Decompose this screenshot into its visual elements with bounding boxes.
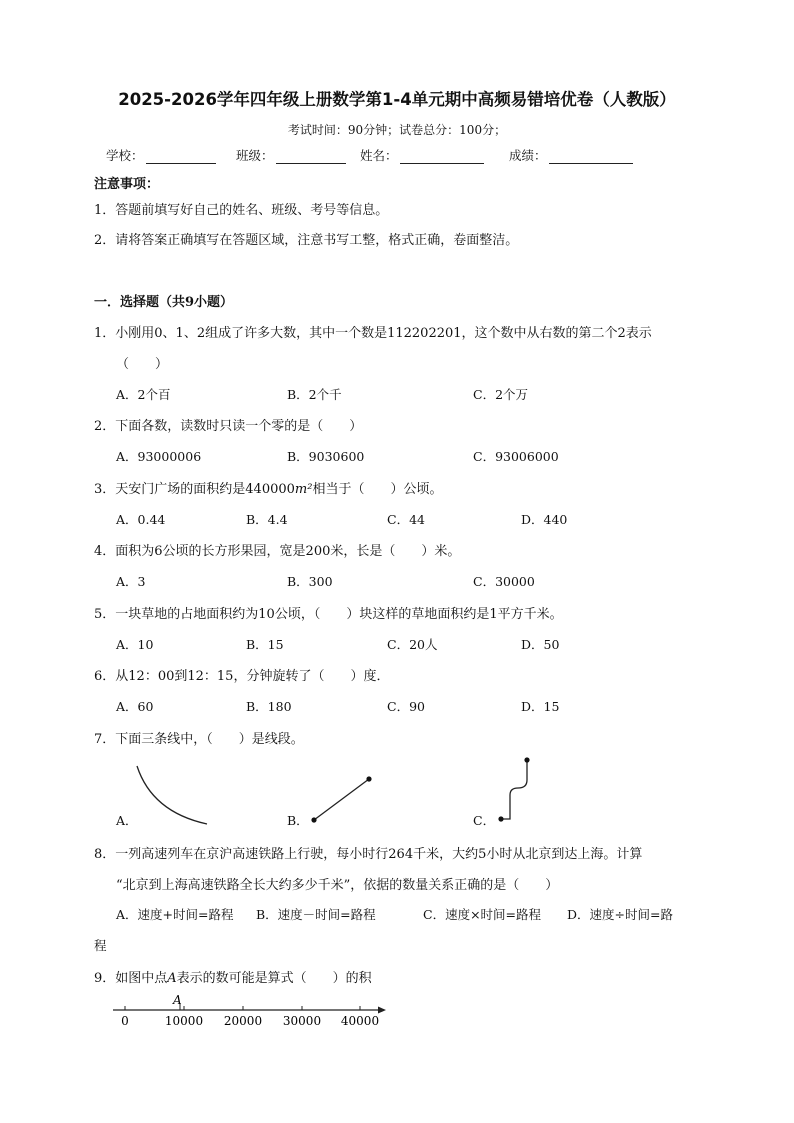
- question-1-blank: （ ）: [116, 357, 169, 372]
- q4-option-b[interactable]: B．300: [287, 574, 333, 589]
- q9-point-name: A: [167, 971, 177, 986]
- q3-option-a[interactable]: A．0.44: [116, 512, 166, 527]
- q6-option-d[interactable]: D．15: [521, 699, 560, 714]
- q5-option-d[interactable]: D．50: [521, 637, 560, 652]
- question-4-text: 4．面积为6公顷的长方形果园，宽是200米，长是（ ）米。: [94, 544, 461, 559]
- q3-text-part1: 3．天安门广场的面积约是440000: [94, 482, 295, 497]
- q3-text-part2: 相当于（ ）公顷。: [312, 482, 443, 497]
- question-1-text: 1．小刚用0、1、2组成了许多大数，其中一个数是112202201，这个数中从右数的第二个2表示: [94, 326, 652, 341]
- section-heading: 一．选择题（共9小题）: [94, 295, 234, 310]
- tick-label: 20000: [223, 1014, 263, 1028]
- q3-option-b[interactable]: B．4.4: [246, 512, 288, 527]
- q6-option-c[interactable]: C．90: [387, 699, 425, 714]
- q7-option-a[interactable]: A．: [116, 813, 138, 828]
- question-2-text: 2．下面各数，读数时只读一个零的是（ ）: [94, 419, 363, 434]
- point-a-label: A: [173, 993, 182, 1007]
- exam-info: 考试时间：90分钟；试卷总分：100分；: [287, 123, 507, 137]
- q2-option-a[interactable]: A．93000006: [116, 449, 202, 464]
- q5-option-a[interactable]: A．10: [116, 637, 154, 652]
- number-line-arrow: [378, 1007, 386, 1014]
- question-8-text: 8．一列高速列车在京沪高速铁路上行驶，每小时行264千米，大约5小时从北京到达上海。计算: [94, 847, 643, 862]
- q6-option-a[interactable]: A．60: [116, 699, 154, 714]
- q7-option-b[interactable]: B．: [287, 813, 309, 828]
- q1-option-c[interactable]: C．2个万: [473, 387, 529, 402]
- q8-option-d[interactable]: D．速度÷时间=路: [567, 907, 673, 922]
- q1-option-a[interactable]: A．2个百: [116, 387, 171, 402]
- q3-option-c[interactable]: C．44: [387, 512, 425, 527]
- q3-option-d[interactable]: D．440: [521, 512, 568, 527]
- score-label: 成绩：: [509, 148, 547, 163]
- tick-label: 10000: [164, 1014, 204, 1028]
- notes-heading: 注意事项：: [94, 177, 160, 192]
- q4-option-c[interactable]: C．30000: [473, 574, 535, 589]
- q2-option-b[interactable]: B．9030600: [287, 449, 365, 464]
- tick-label: 40000: [340, 1014, 380, 1028]
- q2-option-c[interactable]: C．93006000: [473, 449, 559, 464]
- q7-option-c[interactable]: C．: [473, 813, 496, 828]
- question-7-text: 7．下面三条线中，（ ）是线段。: [94, 732, 304, 747]
- q5-option-c[interactable]: C．20人: [387, 637, 438, 652]
- question-6-text: 6．从12：00到12：15，分钟旋转了（ ）度．: [94, 669, 390, 684]
- q4-option-a[interactable]: A．3: [116, 574, 146, 589]
- q9-text-part2: 表示的数可能是算式（ ）的积: [176, 971, 372, 986]
- tick-label: 30000: [282, 1014, 322, 1028]
- name-label: 姓名：: [360, 148, 398, 163]
- tick-label: 0: [121, 1014, 129, 1028]
- q9-text-part1: 9．如图中点: [94, 971, 168, 986]
- q8-option-d-wrap: 程: [94, 938, 107, 953]
- school-label: 学校：: [106, 148, 144, 163]
- question-5-text: 5．一块草地的占地面积约为10公顷，（ ）块这样的草地面积约是1平方千米。: [94, 607, 563, 622]
- q3-unit: m²: [294, 482, 313, 497]
- q8-option-b[interactable]: B．速度－时间=路程: [256, 907, 376, 922]
- note-item: 1．答题前填写好自己的姓名、班级、考号等信息。: [94, 203, 389, 218]
- class-label: 班级：: [236, 148, 274, 163]
- note-item: 2．请将答案正确填写在答题区域，注意书写工整，格式正确，卷面整洁。: [94, 233, 519, 248]
- page-title: 2025-2026学年四年级上册数学第1-4单元期中高频易错培优卷（人教版）: [118, 90, 676, 109]
- q5-option-b[interactable]: B．15: [246, 637, 284, 652]
- question-8-text-line2: “北京到上海高速铁路全长大约多少千米”，依据的数量关系正确的是（ ）: [116, 878, 559, 893]
- q6-option-b[interactable]: B．180: [246, 699, 292, 714]
- q8-option-c[interactable]: C．速度×时间=路程: [423, 907, 542, 922]
- q1-option-b[interactable]: B．2个千: [287, 387, 342, 402]
- q8-option-a[interactable]: A．速度+时间=路程: [116, 907, 234, 922]
